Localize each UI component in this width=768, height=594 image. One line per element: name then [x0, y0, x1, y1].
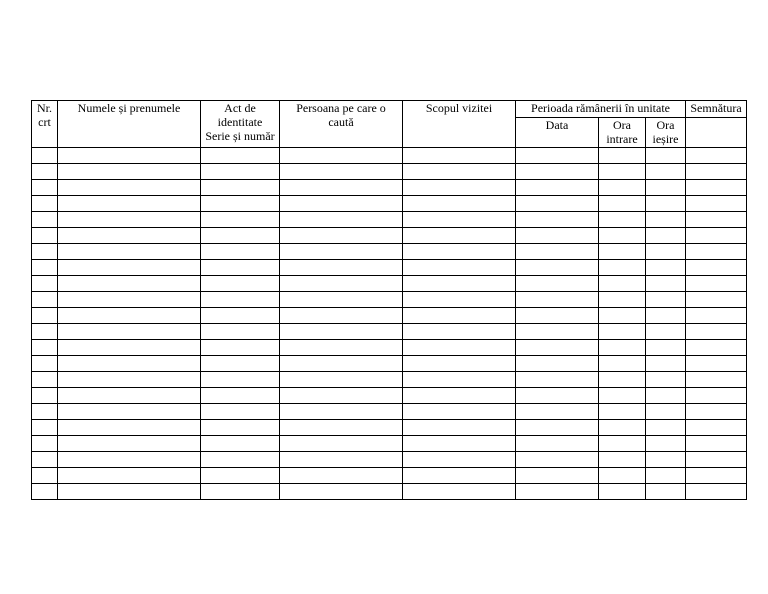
cell-time-out — [646, 148, 686, 164]
cell-signature — [686, 212, 747, 228]
cell-date — [516, 164, 599, 180]
cell-id-document — [201, 260, 280, 276]
cell-signature — [686, 180, 747, 196]
cell-name — [58, 180, 201, 196]
cell-id-document — [201, 484, 280, 500]
cell-time-out — [646, 484, 686, 500]
table-row — [32, 244, 747, 260]
cell-nr — [32, 324, 58, 340]
cell-name — [58, 164, 201, 180]
header-nr-crt — [32, 101, 58, 148]
cell-date — [516, 356, 599, 372]
table-row — [32, 372, 747, 388]
cell-date — [516, 388, 599, 404]
cell-time-out — [646, 180, 686, 196]
cell-name — [58, 276, 201, 292]
cell-time-in — [599, 356, 646, 372]
cell-date — [516, 308, 599, 324]
cell-nr — [32, 372, 58, 388]
cell-time-in — [599, 388, 646, 404]
cell-signature — [686, 260, 747, 276]
cell-visit-purpose — [403, 244, 516, 260]
cell-date — [516, 292, 599, 308]
table-row — [32, 292, 747, 308]
cell-time-out — [646, 196, 686, 212]
cell-name — [58, 260, 201, 276]
cell-visit-purpose — [403, 212, 516, 228]
cell-time-out — [646, 404, 686, 420]
cell-time-in — [599, 260, 646, 276]
cell-name — [58, 356, 201, 372]
cell-time-out — [646, 420, 686, 436]
header-time-in-line1: Ora — [613, 118, 631, 132]
cell-time-out — [646, 372, 686, 388]
header-time-in-line2: intrare — [606, 132, 638, 146]
table-row — [32, 468, 747, 484]
header-time-out-line2: ieșire — [652, 132, 679, 146]
cell-person-sought — [280, 420, 403, 436]
cell-signature — [686, 324, 747, 340]
cell-signature — [686, 388, 747, 404]
table-row — [32, 436, 747, 452]
cell-id-document — [201, 212, 280, 228]
cell-signature — [686, 356, 747, 372]
cell-person-sought — [280, 452, 403, 468]
table-row — [32, 388, 747, 404]
cell-nr — [32, 388, 58, 404]
cell-visit-purpose — [403, 276, 516, 292]
cell-id-document — [201, 228, 280, 244]
cell-time-in — [599, 292, 646, 308]
cell-time-in — [599, 180, 646, 196]
header-person-line2: caută — [328, 115, 354, 129]
cell-person-sought — [280, 148, 403, 164]
cell-time-out — [646, 324, 686, 340]
cell-signature — [686, 468, 747, 484]
table-row — [32, 276, 747, 292]
cell-visit-purpose — [403, 404, 516, 420]
cell-id-document — [201, 324, 280, 340]
cell-time-out — [646, 308, 686, 324]
cell-date — [516, 180, 599, 196]
cell-nr — [32, 420, 58, 436]
cell-time-in — [599, 436, 646, 452]
cell-time-in — [599, 196, 646, 212]
cell-person-sought — [280, 372, 403, 388]
cell-visit-purpose — [403, 452, 516, 468]
cell-signature — [686, 420, 747, 436]
cell-time-in — [599, 324, 646, 340]
cell-date — [516, 452, 599, 468]
cell-time-in — [599, 404, 646, 420]
cell-visit-purpose — [403, 356, 516, 372]
cell-person-sought — [280, 356, 403, 372]
cell-person-sought — [280, 244, 403, 260]
cell-date — [516, 484, 599, 500]
cell-visit-purpose — [403, 324, 516, 340]
cell-name — [58, 148, 201, 164]
table-row — [32, 356, 747, 372]
header-person-line1: Persoana pe care o — [296, 101, 386, 115]
cell-date — [516, 420, 599, 436]
cell-signature — [686, 164, 747, 180]
header-id-line2: identitate — [217, 115, 263, 129]
cell-signature — [686, 340, 747, 356]
cell-person-sought — [280, 484, 403, 500]
cell-time-in — [599, 164, 646, 180]
cell-time-out — [646, 228, 686, 244]
cell-signature — [686, 484, 747, 500]
cell-person-sought — [280, 180, 403, 196]
cell-nr — [32, 292, 58, 308]
cell-date — [516, 340, 599, 356]
cell-visit-purpose — [403, 308, 516, 324]
cell-nr — [32, 244, 58, 260]
table-row — [32, 324, 747, 340]
cell-person-sought — [280, 388, 403, 404]
cell-visit-purpose — [403, 372, 516, 388]
header-person-sought — [280, 101, 403, 148]
cell-signature — [686, 244, 747, 260]
header-stay-period: Perioada rămânerii în unitate — [516, 101, 686, 118]
cell-visit-purpose — [403, 420, 516, 436]
cell-person-sought — [280, 340, 403, 356]
cell-date — [516, 260, 599, 276]
cell-visit-purpose — [403, 468, 516, 484]
cell-visit-purpose — [403, 292, 516, 308]
cell-id-document — [201, 388, 280, 404]
cell-time-in — [599, 372, 646, 388]
cell-name — [58, 324, 201, 340]
cell-nr — [32, 356, 58, 372]
table-row — [32, 452, 747, 468]
table-row — [32, 228, 747, 244]
cell-time-in — [599, 484, 646, 500]
cell-signature — [686, 372, 747, 388]
cell-time-in — [599, 276, 646, 292]
cell-visit-purpose — [403, 196, 516, 212]
table-row — [32, 308, 747, 324]
cell-nr — [32, 180, 58, 196]
cell-signature — [686, 196, 747, 212]
cell-visit-purpose — [403, 180, 516, 196]
cell-date — [516, 244, 599, 260]
cell-name — [58, 212, 201, 228]
cell-time-in — [599, 148, 646, 164]
cell-nr — [32, 468, 58, 484]
cell-signature — [686, 308, 747, 324]
cell-time-in — [599, 228, 646, 244]
cell-signature — [686, 452, 747, 468]
cell-id-document — [201, 148, 280, 164]
cell-person-sought — [280, 292, 403, 308]
cell-visit-purpose — [403, 164, 516, 180]
header-time-in — [599, 118, 646, 148]
cell-name — [58, 452, 201, 468]
cell-name — [58, 244, 201, 260]
cell-time-out — [646, 260, 686, 276]
cell-date — [516, 404, 599, 420]
cell-time-out — [646, 164, 686, 180]
header-id-line1: Act de — [224, 101, 256, 115]
cell-name — [58, 196, 201, 212]
cell-nr — [32, 260, 58, 276]
table-row — [32, 196, 747, 212]
header-visit-purpose: Scopul vizitei — [403, 101, 516, 148]
cell-visit-purpose — [403, 148, 516, 164]
cell-id-document — [201, 404, 280, 420]
cell-visit-purpose — [403, 340, 516, 356]
cell-time-out — [646, 388, 686, 404]
cell-time-out — [646, 276, 686, 292]
cell-person-sought — [280, 436, 403, 452]
cell-signature — [686, 404, 747, 420]
cell-name — [58, 436, 201, 452]
cell-person-sought — [280, 212, 403, 228]
table-body — [32, 148, 747, 500]
cell-date — [516, 324, 599, 340]
cell-id-document — [201, 180, 280, 196]
table-header — [32, 101, 747, 148]
cell-id-document — [201, 292, 280, 308]
cell-nr — [32, 436, 58, 452]
cell-id-document — [201, 436, 280, 452]
cell-name — [58, 388, 201, 404]
cell-date — [516, 276, 599, 292]
header-id-document — [201, 101, 280, 148]
visitor-register-table — [31, 100, 747, 500]
table-row — [32, 404, 747, 420]
cell-time-in — [599, 452, 646, 468]
header-nr-line1: Nr. — [37, 101, 52, 115]
cell-time-in — [599, 468, 646, 484]
cell-name — [58, 484, 201, 500]
cell-time-in — [599, 308, 646, 324]
cell-person-sought — [280, 228, 403, 244]
cell-nr — [32, 164, 58, 180]
cell-time-in — [599, 340, 646, 356]
cell-time-out — [646, 244, 686, 260]
cell-visit-purpose — [403, 436, 516, 452]
cell-visit-purpose — [403, 484, 516, 500]
cell-time-out — [646, 468, 686, 484]
header-time-out-line1: Ora — [656, 118, 675, 132]
cell-date — [516, 468, 599, 484]
cell-time-in — [599, 244, 646, 260]
table-row — [32, 260, 747, 276]
cell-nr — [32, 228, 58, 244]
table-row — [32, 484, 747, 500]
cell-signature — [686, 292, 747, 308]
header-nr-line2: crt — [38, 115, 51, 129]
cell-nr — [32, 276, 58, 292]
table-row — [32, 340, 747, 356]
cell-name — [58, 468, 201, 484]
table-row — [32, 420, 747, 436]
cell-nr — [32, 148, 58, 164]
table-row — [32, 180, 747, 196]
cell-person-sought — [280, 196, 403, 212]
table-row — [32, 164, 747, 180]
cell-date — [516, 228, 599, 244]
cell-nr — [32, 196, 58, 212]
cell-date — [516, 148, 599, 164]
cell-person-sought — [280, 260, 403, 276]
cell-visit-purpose — [403, 260, 516, 276]
cell-visit-purpose — [403, 228, 516, 244]
header-id-line3: Serie și număr — [205, 129, 275, 143]
cell-time-out — [646, 212, 686, 228]
cell-signature — [686, 276, 747, 292]
cell-name — [58, 372, 201, 388]
cell-id-document — [201, 276, 280, 292]
header-signature: Semnătura — [686, 101, 747, 118]
cell-time-out — [646, 436, 686, 452]
cell-time-out — [646, 340, 686, 356]
cell-person-sought — [280, 276, 403, 292]
cell-name — [58, 308, 201, 324]
cell-person-sought — [280, 324, 403, 340]
cell-signature — [686, 148, 747, 164]
cell-id-document — [201, 452, 280, 468]
cell-person-sought — [280, 164, 403, 180]
cell-nr — [32, 452, 58, 468]
cell-nr — [32, 340, 58, 356]
cell-nr — [32, 404, 58, 420]
cell-id-document — [201, 196, 280, 212]
cell-person-sought — [280, 308, 403, 324]
header-date: Data — [516, 118, 599, 148]
header-name: Numele și prenumele — [58, 101, 201, 148]
cell-id-document — [201, 164, 280, 180]
cell-id-document — [201, 420, 280, 436]
cell-time-in — [599, 212, 646, 228]
cell-name — [58, 228, 201, 244]
cell-signature — [686, 436, 747, 452]
cell-date — [516, 372, 599, 388]
cell-nr — [32, 484, 58, 500]
cell-signature — [686, 228, 747, 244]
table-row — [32, 148, 747, 164]
cell-id-document — [201, 468, 280, 484]
cell-date — [516, 436, 599, 452]
cell-nr — [32, 308, 58, 324]
cell-id-document — [201, 308, 280, 324]
cell-id-document — [201, 340, 280, 356]
cell-name — [58, 404, 201, 420]
cell-name — [58, 292, 201, 308]
cell-id-document — [201, 356, 280, 372]
cell-name — [58, 420, 201, 436]
cell-visit-purpose — [403, 388, 516, 404]
header-signature-cell — [686, 118, 747, 148]
cell-name — [58, 340, 201, 356]
cell-person-sought — [280, 468, 403, 484]
cell-id-document — [201, 244, 280, 260]
table-row — [32, 212, 747, 228]
cell-nr — [32, 212, 58, 228]
cell-time-out — [646, 452, 686, 468]
cell-time-in — [599, 420, 646, 436]
cell-time-out — [646, 356, 686, 372]
cell-date — [516, 212, 599, 228]
cell-person-sought — [280, 404, 403, 420]
cell-date — [516, 196, 599, 212]
cell-time-out — [646, 292, 686, 308]
cell-id-document — [201, 372, 280, 388]
header-time-out — [646, 118, 686, 148]
